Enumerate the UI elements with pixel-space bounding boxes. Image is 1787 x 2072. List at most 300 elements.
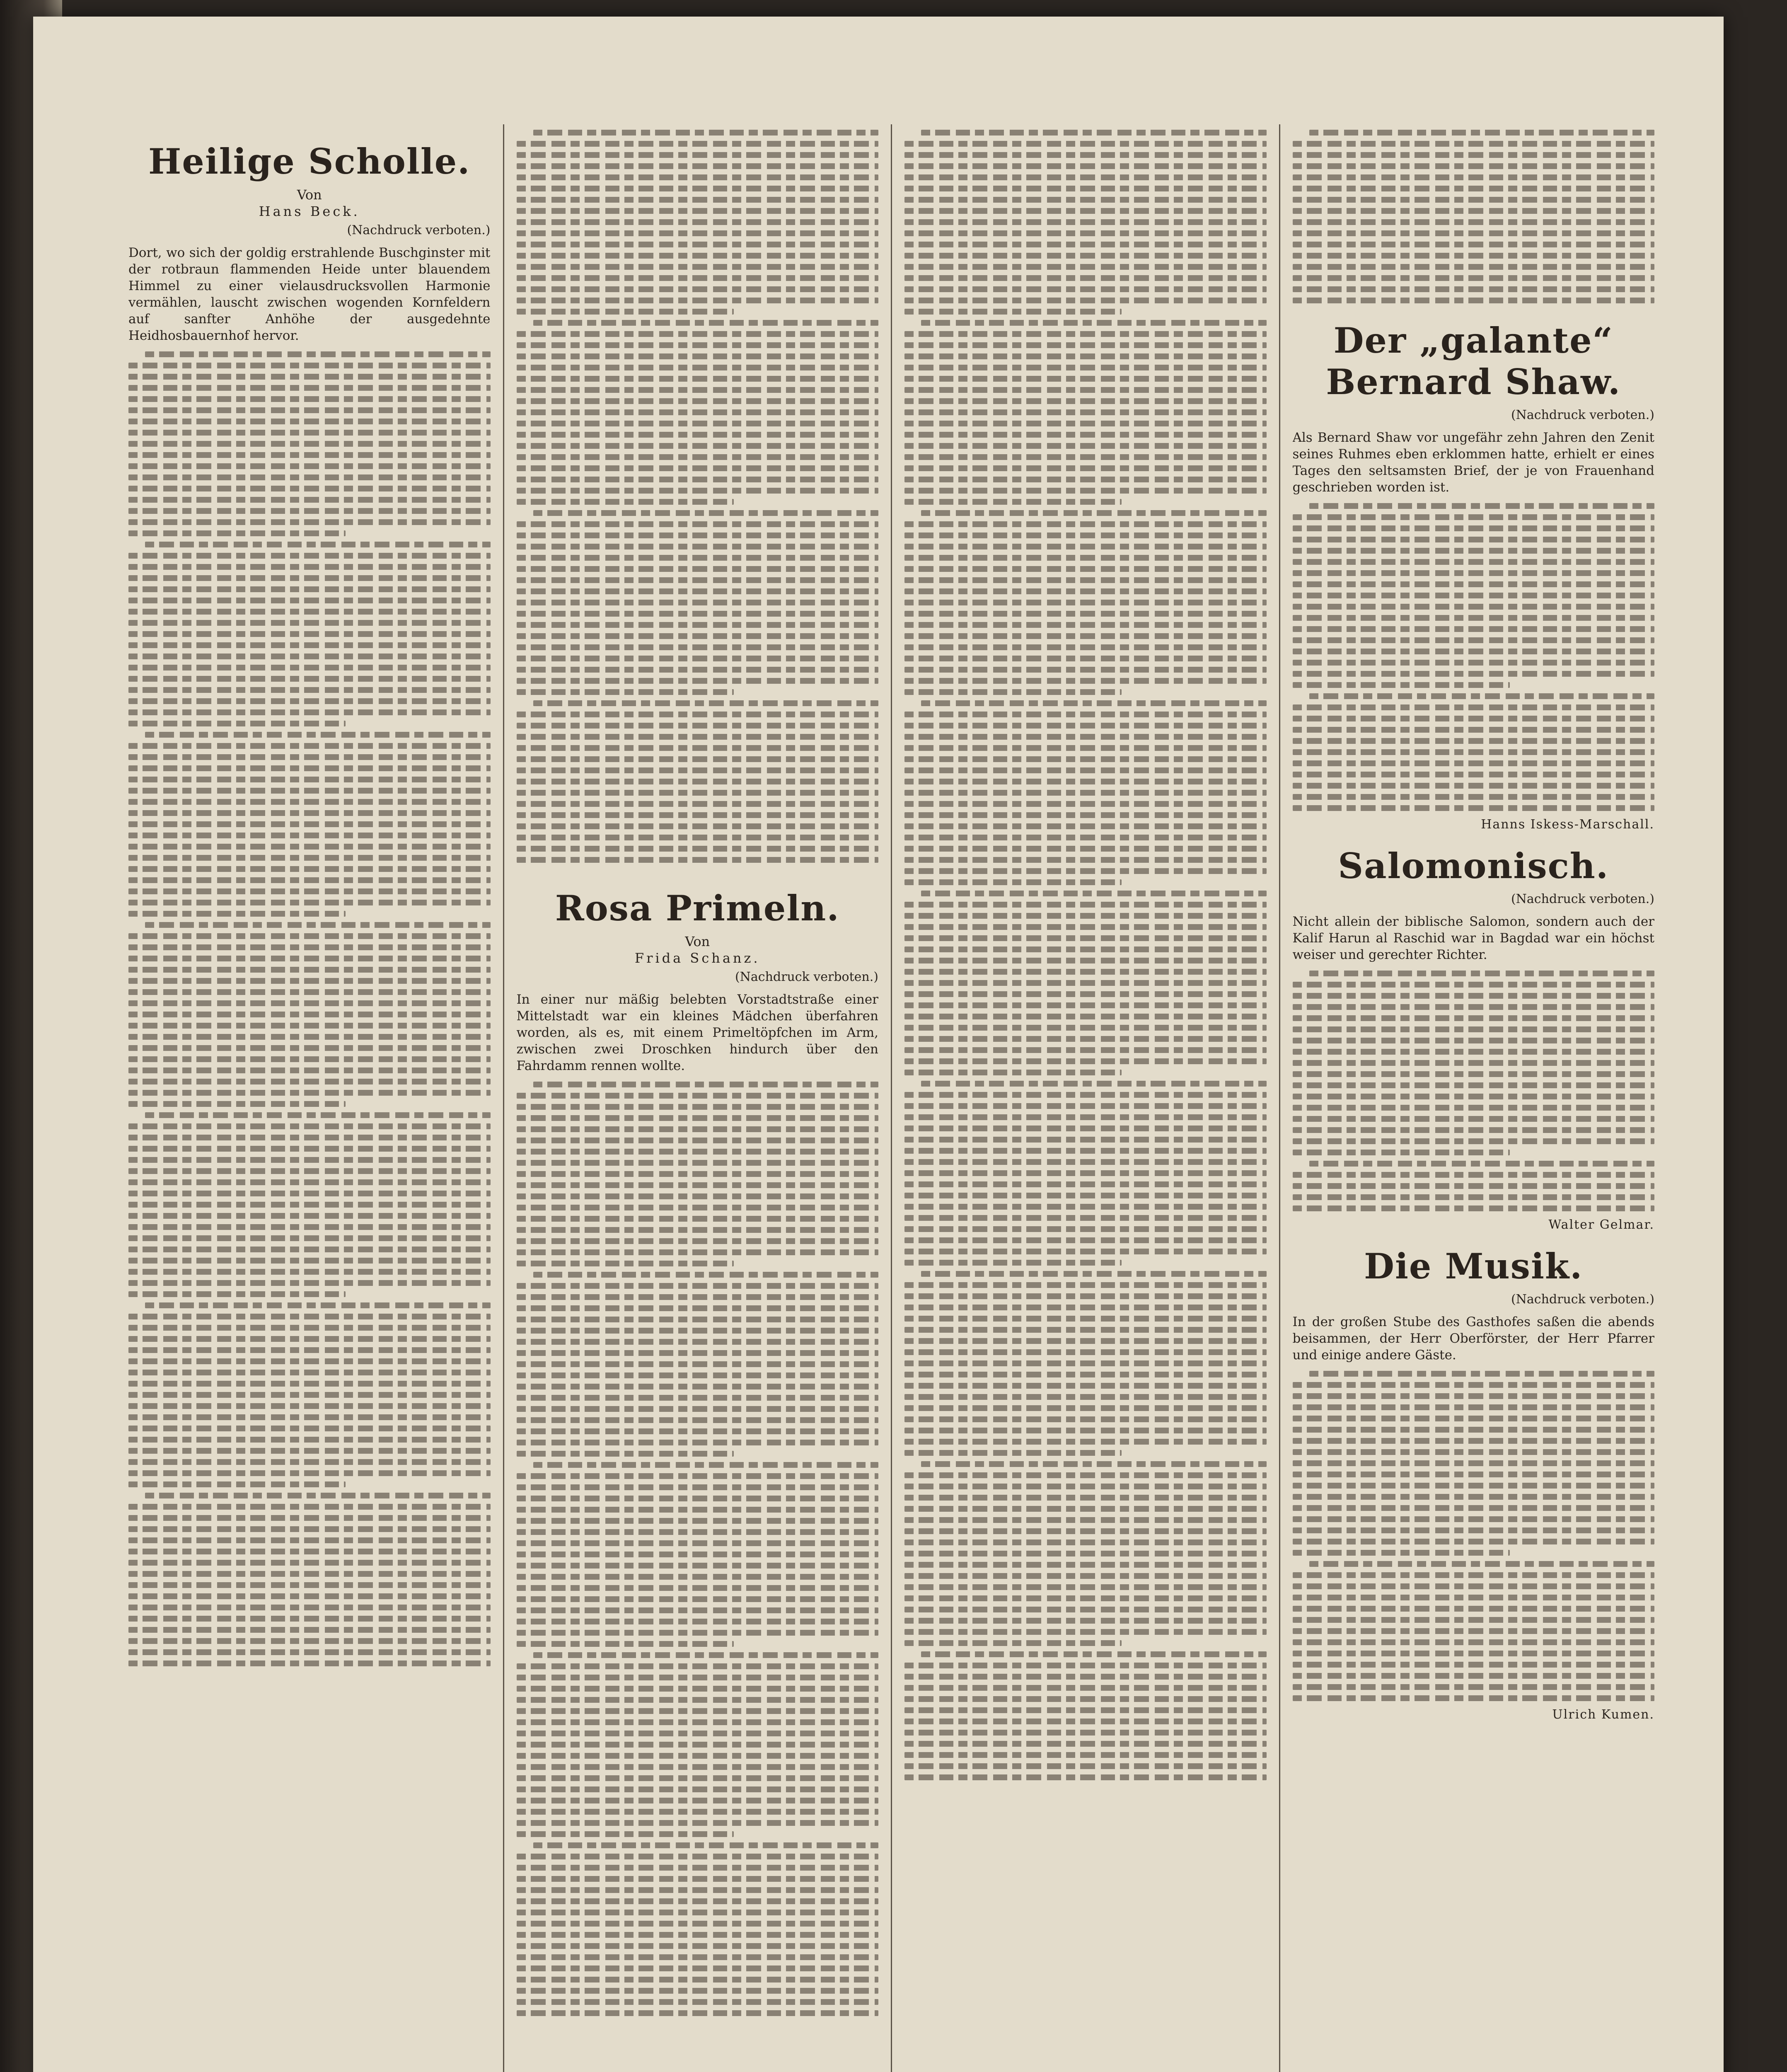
text-line [145, 1112, 491, 1118]
text-line [517, 1731, 879, 1736]
text-line [517, 823, 879, 829]
text-line [1293, 242, 1655, 247]
text-line [517, 600, 879, 605]
text-line [904, 1607, 1267, 1612]
text-line [128, 1459, 491, 1465]
text-line [145, 542, 491, 547]
text-line [517, 376, 879, 382]
text-line [517, 1283, 879, 1289]
text-line [517, 1361, 879, 1367]
text-line [904, 398, 1267, 404]
text-line [1293, 727, 1655, 733]
text-line [128, 530, 346, 536]
text-line [1293, 197, 1655, 203]
text-line [128, 754, 491, 760]
reprint-note: (Nachdruck verboten.) [1511, 1292, 1654, 1307]
text-line [1293, 1183, 1655, 1189]
text-line [904, 309, 1122, 315]
text-line [904, 1640, 1122, 1646]
text-line [517, 566, 879, 572]
text-columns [128, 124, 1654, 2072]
text-line [128, 374, 491, 380]
text-line [517, 1742, 879, 1748]
text-line [517, 801, 879, 807]
text-line [904, 600, 1267, 605]
text-line [904, 1316, 1267, 1322]
text-line [128, 709, 491, 715]
text-line [1293, 208, 1655, 214]
text-line [517, 1193, 879, 1199]
text-line [517, 1619, 879, 1624]
text-line [921, 510, 1267, 516]
text-line [128, 1123, 491, 1129]
text-line [517, 857, 879, 863]
text-line [1293, 626, 1655, 632]
text-line [517, 1540, 879, 1546]
text-line [517, 1249, 879, 1255]
text-line [904, 454, 1267, 460]
text-line [1293, 1094, 1655, 1099]
text-line [904, 969, 1267, 975]
text-line [904, 1025, 1267, 1031]
article-author: Frida Schanz. [634, 950, 760, 966]
text-line [517, 465, 879, 471]
text-line [128, 788, 491, 794]
text-line [1293, 993, 1655, 999]
text-line [517, 633, 879, 639]
text-line [517, 1697, 879, 1703]
text-line [517, 1328, 879, 1334]
text-line [128, 1235, 491, 1241]
text-line [904, 376, 1267, 382]
text-line [904, 1293, 1267, 1299]
text-line [533, 130, 879, 136]
text-line [517, 1921, 879, 1927]
text-line [517, 1104, 879, 1110]
text-line [517, 488, 879, 494]
text-line [128, 978, 491, 984]
text-line [517, 230, 879, 236]
text-line [128, 900, 491, 905]
text-line [128, 1034, 491, 1040]
text-line [517, 667, 879, 673]
text-line [128, 1202, 491, 1208]
text-line [145, 732, 491, 738]
text-line [1293, 738, 1655, 744]
text-line [1293, 253, 1655, 259]
text-line [904, 734, 1267, 740]
text-line [517, 443, 879, 449]
text-line [128, 1549, 491, 1554]
article-body-text [1293, 1371, 1655, 1701]
text-line [128, 598, 491, 603]
text-line [1309, 1371, 1655, 1377]
text-line [1293, 1583, 1655, 1589]
text-line [128, 1437, 491, 1443]
text-line [517, 1294, 879, 1300]
text-line [904, 611, 1267, 617]
text-line [128, 441, 491, 447]
text-line [517, 588, 879, 594]
text-line [517, 611, 879, 617]
text-line [904, 790, 1267, 796]
text-line [128, 486, 491, 491]
text-line [904, 443, 1267, 449]
text-line [517, 1507, 879, 1513]
text-line [128, 1291, 346, 1297]
text-line [517, 521, 879, 527]
text-line [128, 944, 491, 950]
text-line [904, 1472, 1267, 1478]
text-line [517, 1887, 879, 1893]
text-line [128, 721, 346, 726]
text-line [145, 922, 491, 928]
column-rule [1279, 124, 1280, 2072]
text-line [1293, 1617, 1655, 1623]
text-line [904, 499, 1122, 505]
text-line [517, 1473, 879, 1479]
text-line [904, 1696, 1267, 1702]
text-line [128, 1280, 491, 1286]
text-line [904, 644, 1267, 650]
text-line [921, 130, 1267, 136]
text-line [1293, 570, 1655, 576]
column-4 [1293, 124, 1655, 2072]
text-line [904, 1338, 1267, 1344]
text-line [1293, 286, 1655, 292]
text-line [1309, 130, 1655, 136]
text-line [904, 801, 1267, 807]
text-line [517, 353, 879, 359]
text-line [128, 1191, 491, 1196]
text-line [517, 1607, 879, 1613]
text-line [128, 1593, 491, 1599]
text-line [533, 1652, 879, 1658]
text-line [128, 1638, 491, 1644]
text-line [1293, 581, 1655, 587]
text-line [517, 1977, 879, 1982]
text-line [128, 1224, 491, 1230]
text-line [904, 1036, 1267, 1042]
text-line [128, 1012, 491, 1017]
article-title-heilige-scholle: Heilige Scholle. [148, 141, 471, 182]
text-line [517, 835, 879, 840]
text-line [517, 1910, 879, 1915]
text-line [904, 488, 1267, 494]
text-line [1293, 1026, 1655, 1032]
text-line [1293, 1150, 1510, 1155]
text-line [904, 1282, 1267, 1288]
text-line [904, 264, 1267, 270]
text-line [517, 1339, 879, 1345]
text-line [517, 745, 879, 751]
text-line [1293, 593, 1655, 598]
text-line [128, 743, 491, 749]
text-line [533, 1842, 879, 1848]
text-line [517, 152, 879, 158]
text-line [517, 432, 879, 438]
text-line [128, 620, 491, 626]
text-line [128, 1135, 491, 1140]
text-line [517, 454, 879, 460]
text-line [904, 1439, 1267, 1445]
text-line [128, 1101, 346, 1107]
text-line [904, 913, 1267, 919]
text-line [517, 1384, 879, 1389]
text-line [1293, 604, 1655, 610]
text-line [904, 242, 1267, 247]
article-title-bernard-shaw: Der „galante“ Bernard Shaw. [1326, 320, 1621, 402]
text-line [517, 1988, 879, 1994]
text-line [517, 342, 879, 348]
byline-von: Von [297, 187, 322, 203]
text-line [1293, 1595, 1655, 1600]
text-line [904, 879, 1122, 885]
article-body-text [1293, 130, 1655, 303]
text-line [1293, 1004, 1655, 1010]
text-line [904, 1539, 1267, 1545]
text-line [904, 1349, 1267, 1355]
text-line [128, 1403, 491, 1409]
text-line [517, 163, 879, 169]
text-line [128, 1537, 491, 1543]
text-line [904, 555, 1267, 561]
text-line [517, 1753, 879, 1759]
text-line [517, 1898, 879, 1904]
text-line [517, 1954, 879, 1960]
text-line [904, 1014, 1267, 1019]
text-line [517, 1641, 734, 1647]
text-line [904, 342, 1267, 348]
text-line [1293, 152, 1655, 158]
text-line [904, 465, 1267, 471]
text-line [533, 510, 879, 516]
reprint-note: (Nachdruck verboten.) [347, 223, 491, 237]
text-line [517, 398, 879, 404]
text-line [145, 351, 491, 357]
text-line [517, 1943, 879, 1949]
text-line [904, 980, 1267, 986]
text-line [517, 544, 879, 549]
text-line [1293, 141, 1655, 147]
text-line [904, 1528, 1267, 1534]
text-line [1293, 548, 1655, 554]
text-line [1293, 1651, 1655, 1656]
text-line [128, 1649, 491, 1655]
text-line [904, 1360, 1267, 1366]
text-line [904, 1573, 1267, 1579]
text-line [517, 1596, 879, 1602]
text-line [1293, 1527, 1655, 1533]
text-line [517, 1227, 879, 1233]
text-line [517, 286, 879, 292]
text-line [904, 1584, 1267, 1590]
text-line [128, 1247, 491, 1252]
text-line [128, 1504, 491, 1510]
text-line [1309, 1561, 1655, 1567]
text-line [517, 1798, 879, 1803]
text-line [128, 1079, 491, 1084]
text-line [904, 521, 1267, 527]
text-line [517, 756, 879, 762]
text-line [517, 409, 879, 415]
article-body-text [904, 130, 1267, 1780]
text-line [904, 163, 1267, 169]
text-line [128, 1045, 491, 1051]
text-line [128, 1582, 491, 1588]
text-line [904, 152, 1267, 158]
text-line [128, 452, 491, 458]
text-line [904, 1707, 1267, 1713]
text-line [1293, 275, 1655, 281]
text-line [128, 586, 491, 592]
text-line [128, 687, 491, 693]
text-line [904, 1114, 1267, 1120]
article-body-text [128, 351, 491, 1666]
text-line [128, 1157, 491, 1163]
text-line [904, 219, 1267, 225]
text-line [904, 902, 1267, 908]
text-line [517, 174, 879, 180]
text-line [128, 575, 491, 581]
text-line [1309, 971, 1655, 976]
text-line [904, 1148, 1267, 1154]
text-line [517, 1552, 879, 1557]
text-line [904, 1618, 1267, 1624]
text-line [517, 1261, 734, 1266]
text-line [128, 1426, 491, 1431]
text-line [904, 678, 1267, 684]
text-line [517, 1932, 879, 1938]
text-line [128, 609, 491, 615]
article-title-salomonisch: Salomonisch. [1338, 845, 1609, 886]
text-line [904, 633, 1267, 639]
text-line [517, 1585, 879, 1591]
column-rule [503, 124, 504, 2072]
reprint-note: (Nachdruck verboten.) [735, 970, 878, 984]
text-line [1293, 1628, 1655, 1634]
text-line [1293, 794, 1655, 800]
text-line [904, 544, 1267, 549]
text-line [904, 1774, 1267, 1780]
text-line [1293, 1695, 1655, 1701]
text-line [1293, 1427, 1655, 1433]
text-line [128, 1560, 491, 1566]
text-line [128, 519, 491, 525]
text-line [517, 1496, 879, 1501]
text-line [904, 1595, 1267, 1601]
text-line [517, 264, 879, 270]
text-line [1293, 264, 1655, 270]
article-author: Hans Beck. [259, 203, 360, 219]
text-line [1293, 1416, 1655, 1421]
text-line [128, 631, 491, 637]
text-line [1293, 1684, 1655, 1690]
text-line [517, 1775, 879, 1781]
text-line [517, 1216, 879, 1222]
text-line [517, 712, 879, 717]
text-line [517, 2010, 879, 2016]
text-line [517, 1764, 879, 1770]
text-line [904, 331, 1267, 337]
text-line [128, 799, 491, 805]
text-line [517, 1574, 879, 1580]
text-line [1293, 559, 1655, 565]
text-line [128, 956, 491, 961]
column-rule [891, 124, 892, 2072]
text-line [904, 1215, 1267, 1221]
text-line [1293, 1639, 1655, 1645]
text-line [1293, 1483, 1655, 1489]
text-line [517, 656, 879, 661]
text-line [904, 1237, 1267, 1243]
text-line [128, 676, 491, 682]
article-body-text [517, 1082, 879, 2016]
text-line [921, 891, 1267, 896]
text-line [517, 678, 879, 684]
text-line [533, 1462, 879, 1468]
text-line [1309, 503, 1655, 509]
text-line [904, 365, 1267, 370]
text-line [517, 1854, 879, 1859]
article-body-text [1293, 971, 1655, 1211]
text-line [128, 419, 491, 424]
text-line [128, 967, 491, 973]
text-line [904, 230, 1267, 236]
text-line [904, 1685, 1267, 1691]
text-line [517, 1149, 879, 1155]
text-line [904, 1674, 1267, 1680]
text-line [1293, 525, 1655, 531]
text-line [128, 1056, 491, 1062]
text-line [128, 1067, 491, 1073]
text-line [517, 1126, 879, 1132]
text-line [904, 141, 1267, 147]
article-lead-text: Dort, wo sich der goldig erstrahlende Buschginster mit der rotbraun flammenden Heide unter blauendem Himmel zu einer vielausdrucksvollen Harmonie vermählen, lauscht zwischen wogenden Kornfeldern auf sanfter Anhöhe der ausgedehnte Heidhosbauernhof hervor. [128, 245, 491, 343]
article-signature: Walter Gelmar. [1548, 1218, 1654, 1232]
text-line [517, 298, 879, 303]
text-line [128, 1616, 491, 1622]
text-line [517, 1205, 879, 1210]
text-line [145, 1302, 491, 1308]
text-line [921, 1461, 1267, 1467]
text-line [1293, 1382, 1655, 1388]
text-line [904, 857, 1267, 863]
text-line [128, 989, 491, 995]
text-line [904, 622, 1267, 628]
text-line [128, 698, 491, 704]
text-line [128, 877, 491, 883]
text-line [533, 700, 879, 706]
text-line [904, 1394, 1267, 1400]
text-line [517, 1406, 879, 1412]
text-line [128, 866, 491, 872]
text-line [904, 186, 1267, 191]
text-line [128, 1347, 491, 1353]
text-line [921, 1081, 1267, 1087]
text-line [517, 790, 879, 796]
text-line [517, 1675, 879, 1680]
text-line [1293, 1539, 1655, 1544]
text-line [904, 868, 1267, 874]
text-line [517, 1865, 879, 1871]
article-lead-text: Als Bernard Shaw vor ungefähr zehn Jahren den Zenit seines Ruhmes eben erklommen hatte, erhielt er eines Tages den seltsamsten Brief, der je von Frauenhand geschrieben worden ist. [1292, 430, 1654, 495]
text-line [517, 1350, 879, 1356]
text-line [128, 1381, 491, 1387]
text-line [1309, 1161, 1655, 1167]
text-line [904, 1181, 1267, 1187]
text-line [1293, 615, 1655, 621]
